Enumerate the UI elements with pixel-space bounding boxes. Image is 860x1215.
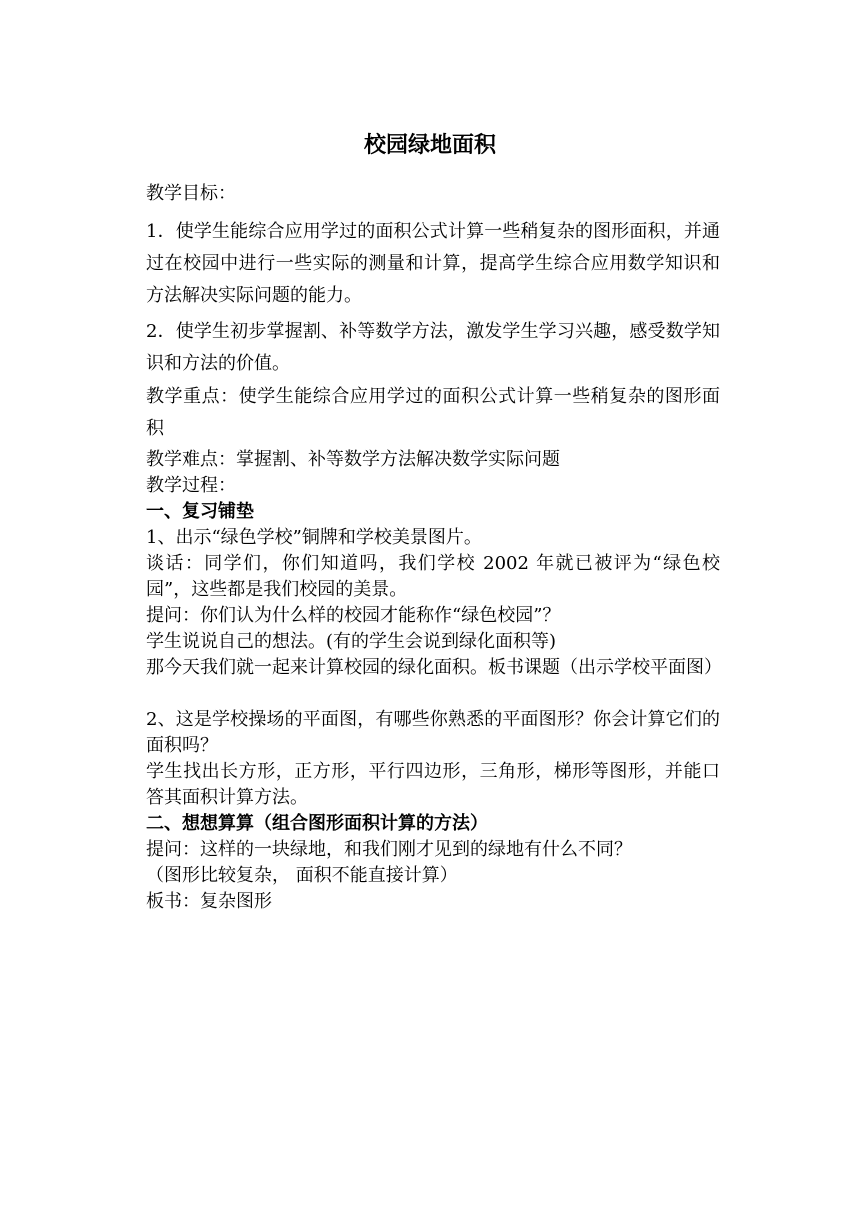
key-point: 教学重点：使学生能综合应用学过的面积公式计算一些稍复杂的图形面积 — [146, 386, 720, 439]
section-1-paragraph: 提问：你们认为什么样的校园才能称作“绿色校园”？ — [146, 605, 561, 626]
document-title: 校园绿地面积 — [363, 132, 496, 158]
objective-2: 2．使学生初步掌握割、补等数学方法，激发学生学习兴趣，感受数学知识和方法的价值。 — [146, 321, 720, 374]
difficulty: 教学难点：掌握割、补等数学方法解决数学实际问题 — [146, 449, 560, 470]
section-2-paragraph: 提问：这样的一块绿地，和我们刚才见到的绿地有什么不同？ — [146, 839, 632, 860]
section-1-paragraph: 谈话：同学们，你们知道吗，我们学校 2002 年就已被评为“绿色校园”，这些都是我们校园的美景。 — [146, 553, 720, 600]
section-1-paragraph: 那今天我们就一起来计算校园的绿化面积。板书课题（出示学校平面图） — [146, 657, 722, 678]
objective-1: 1．使学生能综合应用学过的面积公式计算一些稍复杂的图形面积，并通过在校园中进行一些实际的测量和计算，提高学生综合应用数学知识和方法解决实际问题的能力。 — [146, 221, 720, 306]
section-1-heading: 一、复习铺垫 — [146, 501, 254, 522]
process-heading: 教学过程： — [146, 475, 236, 496]
objectives-heading: 教学目标： — [146, 183, 236, 204]
section-1-paragraph: 2、这是学校操场的平面图，有哪些你熟悉的平面图形？你会计算它们的面积吗？ — [146, 709, 720, 756]
section-2-heading: 二、想想算算（组合图形面积计算的方法） — [146, 813, 488, 834]
section-1-paragraph: 学生找出长方形，正方形，平行四边形，三角形，梯形等图形，并能口答其面积计算方法。 — [146, 761, 720, 808]
section-1-paragraph: 1、出示“绿色学校”铜牌和学校美景图片。 — [146, 527, 482, 548]
section-1-paragraph: 学生说说自己的想法。(有的学生会说到绿化面积等) — [146, 631, 557, 652]
section-2-paragraph: （图形比较复杂， 面积不能直接计算） — [146, 865, 458, 886]
section-2-paragraph: 板书：复杂图形 — [146, 891, 272, 912]
